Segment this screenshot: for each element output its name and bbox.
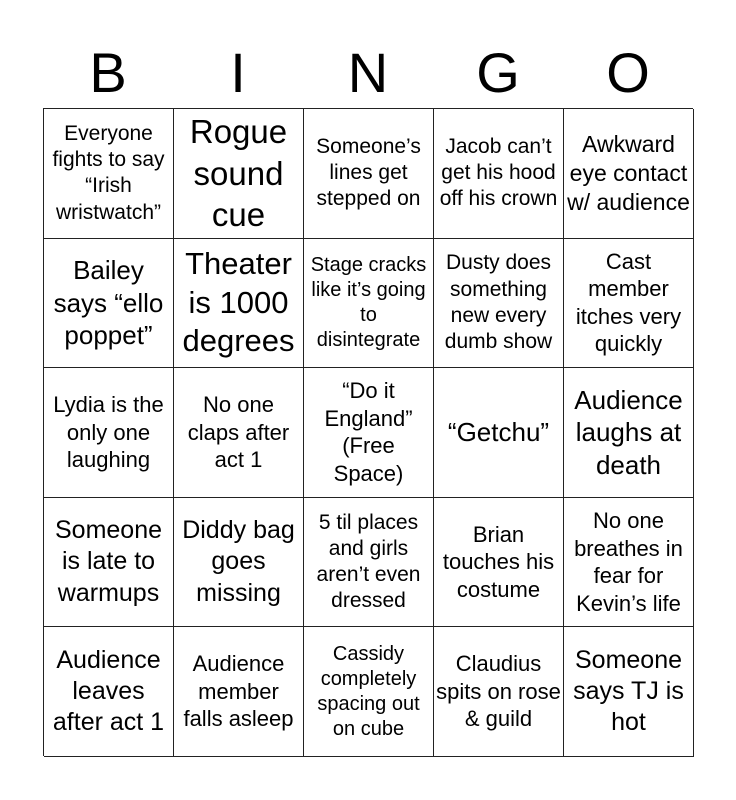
bingo-cell[interactable] (434, 368, 564, 498)
bingo-cell-text: Rogue sound cue (189, 113, 288, 233)
bingo-header (43, 38, 693, 108)
bingo-cell[interactable] (44, 368, 174, 498)
bingo-cell[interactable] (564, 368, 694, 498)
bingo-cell[interactable] (564, 239, 694, 369)
bingo-cell[interactable] (434, 239, 564, 369)
bingo-cell-text: 5 til places and girls aren’t even dressed (316, 510, 421, 613)
bingo-cell[interactable] (434, 498, 564, 628)
bingo-cell-text: Diddy bag goes missing (182, 516, 295, 607)
bingo-cell[interactable] (174, 627, 304, 757)
bingo-cell[interactable] (564, 627, 694, 757)
bingo-cell-text: No one breathes in fear for Kevin’s life (574, 508, 683, 616)
bingo-cell[interactable] (304, 239, 434, 369)
bingo-cell[interactable] (304, 109, 434, 239)
bingo-cell-text: Lydia is the only one laughing (53, 392, 164, 473)
bingo-cell[interactable] (304, 498, 434, 628)
bingo-cell-text: Claudius spits on rose & guild (436, 651, 561, 732)
bingo-cell-text: No one claps after act 1 (187, 392, 290, 473)
bingo-cell-text: “Getchu” (447, 417, 550, 448)
bingo-cell-text: Everyone fights to say “Irish wristwatch” (52, 121, 165, 224)
bingo-cell[interactable] (174, 498, 304, 628)
bingo-cell[interactable] (44, 498, 174, 628)
bingo-cell-text: Someone is late to warmups (54, 516, 163, 607)
bingo-cell-text: Someone’s lines get stepped on (316, 134, 421, 211)
bingo-cell-text: Audience laughs at death (574, 384, 683, 480)
bingo-cell-text: Dusty does something new every dumb show (444, 251, 553, 354)
bingo-cell[interactable] (434, 109, 564, 239)
bingo-cell[interactable] (44, 239, 174, 369)
bingo-cell[interactable] (564, 109, 694, 239)
bingo-cell[interactable] (174, 239, 304, 369)
header-letter-i: I (230, 41, 246, 104)
bingo-cell[interactable] (434, 627, 564, 757)
bingo-cell-text: Cast member itches very quickly (575, 248, 682, 357)
bingo-cell-text: Bailey says “ello poppet” (53, 255, 164, 351)
bingo-cell-text: Awkward eye contact w/ audience (567, 131, 690, 215)
bingo-cell[interactable] (564, 498, 694, 628)
header-letter-o: O (606, 41, 650, 104)
bingo-cell[interactable] (174, 368, 304, 498)
bingo-cell-text: Audience member falls asleep (183, 651, 294, 732)
header-letter-g: G (476, 41, 520, 104)
bingo-cell-text: Cassidy completely spacing out on cube (317, 642, 420, 740)
bingo-cell[interactable] (174, 109, 304, 239)
bingo-cell[interactable] (44, 627, 174, 757)
bingo-cell[interactable] (44, 109, 174, 239)
header-letter-n: N (347, 41, 389, 104)
bingo-cell[interactable] (304, 627, 434, 757)
bingo-cell-text: “Do it England” (Free Space) (324, 378, 413, 486)
header-letter-b: B (89, 41, 127, 104)
bingo-cell-text: Jacob can’t get his hood off his crown (439, 134, 558, 211)
bingo-cell-text: Someone says TJ is hot (573, 645, 684, 737)
bingo-cell-text: Brian touches his costume (442, 521, 555, 602)
bingo-cell[interactable] (304, 368, 434, 498)
bingo-cell-text: Stage cracks like it’s going to disintegrate (310, 253, 427, 351)
bingo-cell-text: Theater is 1000 degrees (182, 245, 295, 359)
bingo-grid (43, 108, 693, 756)
bingo-cell-text: Audience leaves after act 1 (52, 645, 165, 737)
